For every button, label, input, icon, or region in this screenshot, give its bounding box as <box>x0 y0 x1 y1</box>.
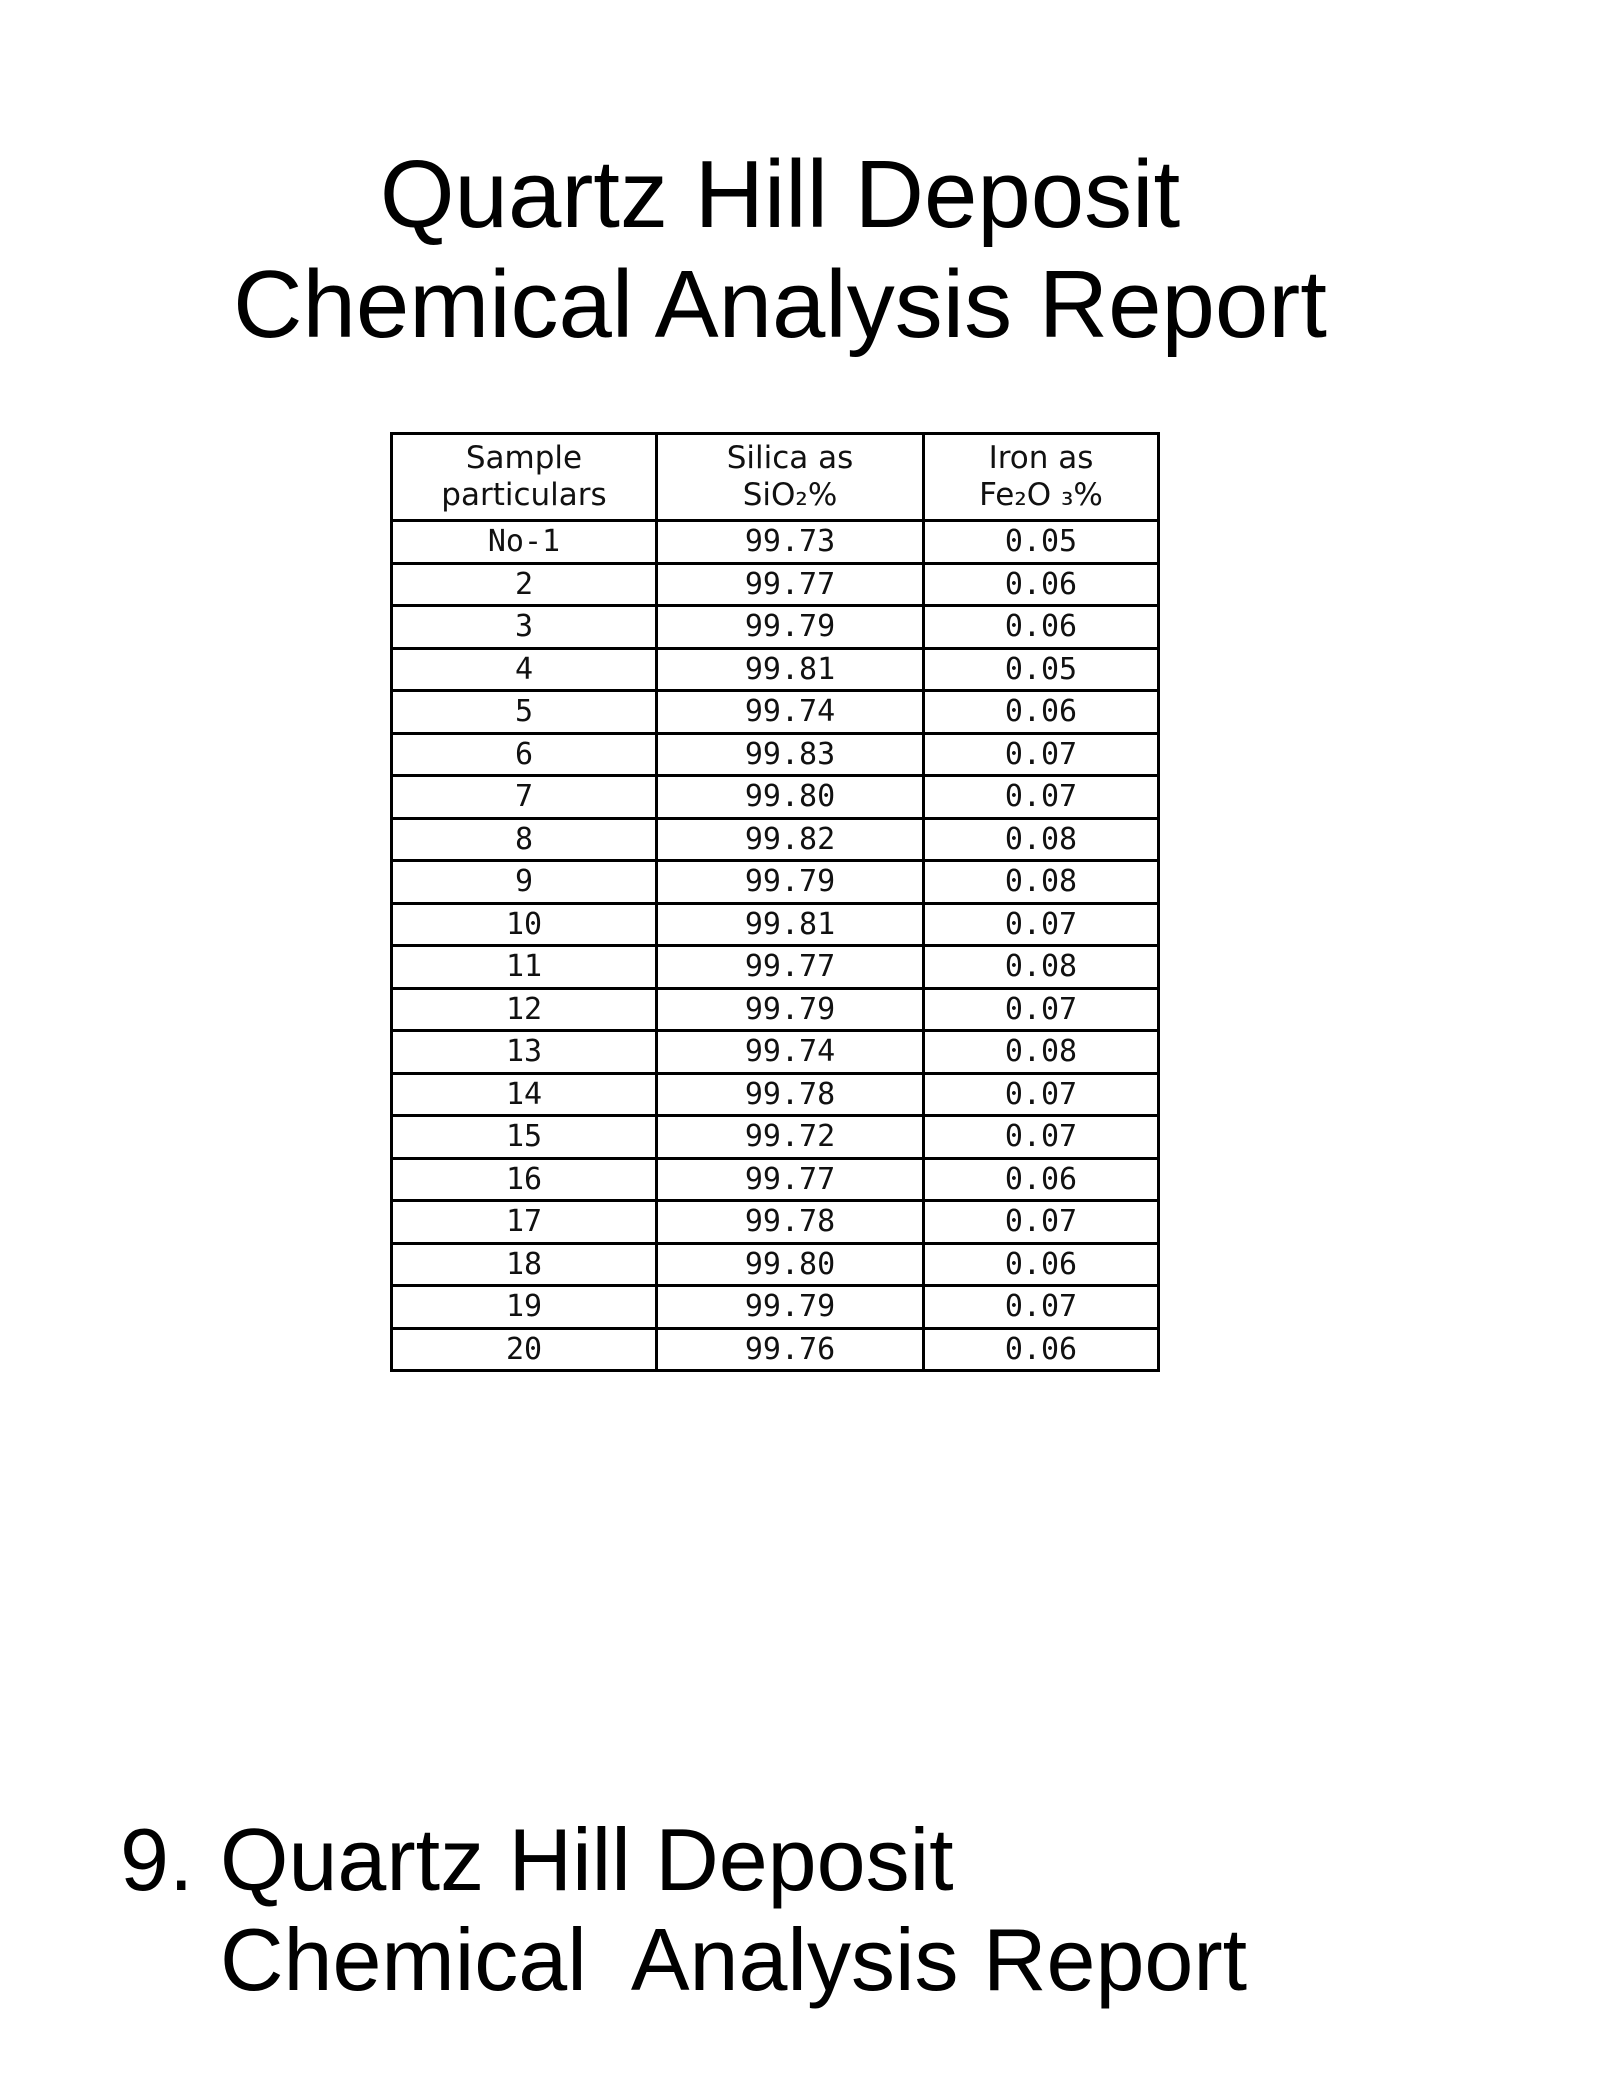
sample-cell: 8 <box>392 818 657 861</box>
silica-cell: 99.80 <box>657 1243 924 1286</box>
header-sample-particulars <box>392 434 657 521</box>
sample-cell: 17 <box>392 1201 657 1244</box>
iron-cell: 0.06 <box>924 691 1159 734</box>
table-row <box>392 1031 1159 1074</box>
silica-cell: 99.77 <box>657 563 924 606</box>
page-title <box>0 140 1560 360</box>
silica-cell: 99.79 <box>657 861 924 904</box>
silica-cell: 99.74 <box>657 1031 924 1074</box>
caption-number: 9. <box>120 1810 194 1909</box>
silica-cell: 99.83 <box>657 733 924 776</box>
table-row <box>392 1158 1159 1201</box>
iron-cell: 0.07 <box>924 776 1159 819</box>
iron-cell: 0.07 <box>924 988 1159 1031</box>
silica-cell: 99.78 <box>657 1201 924 1244</box>
table-row <box>392 1243 1159 1286</box>
silica-cell: 99.72 <box>657 1116 924 1159</box>
header-text: Silica as <box>726 440 854 476</box>
sample-cell: 4 <box>392 648 657 691</box>
sample-cell: 15 <box>392 1116 657 1159</box>
header-text: Sample <box>465 440 583 476</box>
sample-cell: 10 <box>392 903 657 946</box>
sample-cell: 11 <box>392 946 657 989</box>
sample-cell: 6 <box>392 733 657 776</box>
header-text: Iron as <box>988 440 1094 476</box>
sample-cell: 3 <box>392 606 657 649</box>
sample-cell: 12 <box>392 988 657 1031</box>
figure-caption <box>120 1810 1247 2010</box>
table-row <box>392 563 1159 606</box>
table-row <box>392 521 1159 564</box>
iron-cell: 0.06 <box>924 606 1159 649</box>
table-row <box>392 1286 1159 1329</box>
iron-cell: 0.05 <box>924 648 1159 691</box>
table-row <box>392 1201 1159 1244</box>
iron-cell: 0.07 <box>924 1116 1159 1159</box>
silica-cell: 99.81 <box>657 648 924 691</box>
silica-cell: 99.79 <box>657 1286 924 1329</box>
iron-cell: 0.07 <box>924 1073 1159 1116</box>
silica-cell: 99.77 <box>657 1158 924 1201</box>
table-row <box>392 691 1159 734</box>
silica-cell: 99.81 <box>657 903 924 946</box>
iron-cell: 0.07 <box>924 1286 1159 1329</box>
sample-cell: 14 <box>392 1073 657 1116</box>
table-row <box>392 988 1159 1031</box>
sample-cell: 5 <box>392 691 657 734</box>
silica-cell: 99.80 <box>657 776 924 819</box>
iron-cell: 0.08 <box>924 861 1159 904</box>
iron-cell: 0.06 <box>924 563 1159 606</box>
sample-cell: 9 <box>392 861 657 904</box>
sample-cell: 7 <box>392 776 657 819</box>
header-text: Fe₂O ₃% <box>979 477 1103 513</box>
table-row <box>392 1328 1159 1371</box>
table-row <box>392 1073 1159 1116</box>
caption-line-1: Quartz Hill Deposit <box>220 1810 954 1909</box>
table-row <box>392 903 1159 946</box>
header-iron <box>924 434 1159 521</box>
silica-cell: 99.79 <box>657 988 924 1031</box>
iron-cell: 0.08 <box>924 1031 1159 1074</box>
table-row <box>392 818 1159 861</box>
silica-cell: 99.77 <box>657 946 924 989</box>
analysis-table-container <box>390 432 1160 1372</box>
sample-cell: 16 <box>392 1158 657 1201</box>
iron-cell: 0.06 <box>924 1243 1159 1286</box>
analysis-table <box>390 432 1160 1372</box>
iron-cell: 0.06 <box>924 1328 1159 1371</box>
table-row <box>392 606 1159 649</box>
sample-cell: 13 <box>392 1031 657 1074</box>
iron-cell: 0.07 <box>924 733 1159 776</box>
silica-cell: 99.73 <box>657 521 924 564</box>
iron-cell: 0.06 <box>924 1158 1159 1201</box>
table-row <box>392 648 1159 691</box>
header-silica <box>657 434 924 521</box>
caption-line-2: Chemical Analysis Report <box>220 1910 1248 2009</box>
silica-cell: 99.76 <box>657 1328 924 1371</box>
sample-cell: 19 <box>392 1286 657 1329</box>
title-line-2: Chemical Analysis Report <box>233 251 1327 358</box>
title-line-1: Quartz Hill Deposit <box>379 141 1181 248</box>
silica-cell: 99.74 <box>657 691 924 734</box>
iron-cell: 0.08 <box>924 818 1159 861</box>
sample-cell: No-1 <box>392 521 657 564</box>
table-body <box>392 521 1159 1371</box>
iron-cell: 0.05 <box>924 521 1159 564</box>
header-text: SiO₂% <box>742 477 838 513</box>
sample-cell: 20 <box>392 1328 657 1371</box>
table-row <box>392 946 1159 989</box>
table-row <box>392 1116 1159 1159</box>
table-header-row <box>392 434 1159 521</box>
silica-cell: 99.78 <box>657 1073 924 1116</box>
table-row <box>392 733 1159 776</box>
silica-cell: 99.79 <box>657 606 924 649</box>
sample-cell: 18 <box>392 1243 657 1286</box>
iron-cell: 0.08 <box>924 946 1159 989</box>
iron-cell: 0.07 <box>924 903 1159 946</box>
iron-cell: 0.07 <box>924 1201 1159 1244</box>
silica-cell: 99.82 <box>657 818 924 861</box>
header-text: particulars <box>441 477 607 513</box>
table-row <box>392 776 1159 819</box>
sample-cell: 2 <box>392 563 657 606</box>
table-row <box>392 861 1159 904</box>
